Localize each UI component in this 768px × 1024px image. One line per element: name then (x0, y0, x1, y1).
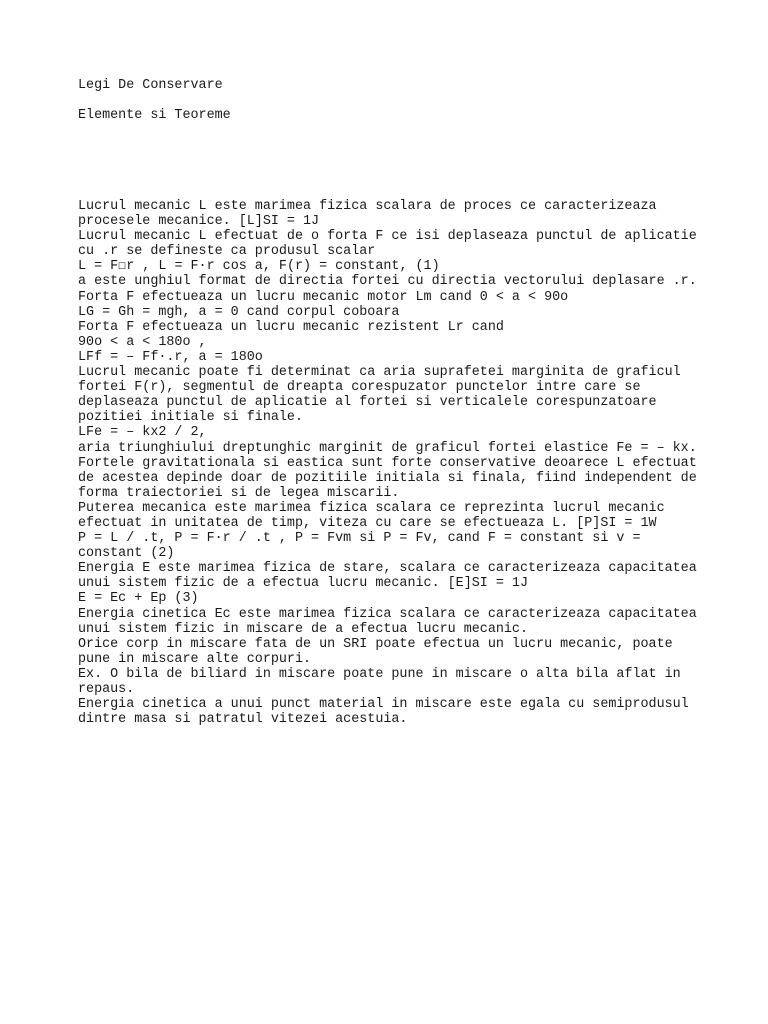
text-line: forma traiectoriei si de legea miscarii. (78, 485, 400, 501)
text-line: Energia cinetica a unui punct material in miscare este egala cu semiprodusul (78, 697, 689, 713)
text-line: pune in miscare alte corpuri. (78, 651, 312, 667)
text-line: Puterea mecanica este marimea fizica scalara ce reprezinta lucrul mecanic (78, 500, 665, 516)
text-line: a este unghiul format de directia fortei cu directia vectorului deplasare .r. (78, 274, 697, 290)
text-line: Ex. O bila de biliard in miscare poate pune in miscare o alta bila aflat in (78, 666, 681, 682)
text-line: unui sistem fizic in miscare de a efectua lucru mecanic. (78, 621, 528, 637)
text-line: Fortele gravitationala si eastica sunt forte conservative deoarece L efectuat (78, 455, 697, 471)
text-line: dintre masa si patratul vitezei acestuia. (78, 712, 408, 728)
document-subtitle: Elemente si Teoreme (78, 108, 231, 123)
text-line: procesele mecanice. [L]SI = 1J (78, 214, 320, 230)
text-line: efectuat in unitatea de timp, viteza cu care se efectueaza L. [P]SI = 1W (78, 515, 657, 531)
text-line: Forta F efectueaza un lucru mecanic motor Lm cand 0 < a < 90o (78, 289, 569, 305)
text-line: de acestea depinde doar de pozitiile initiala si finala, fiind independent de (78, 470, 697, 486)
text-line: cu .r se defineste ca produsul scalar (78, 244, 376, 260)
text-line: unui sistem fizic de a efectua lucru mecanic. [E]SI = 1J (78, 576, 528, 592)
text-line: deplaseaza punctul de aplicatie al fortei si verticalele corespunzatoare (78, 395, 657, 411)
text-line: Orice corp in miscare fata de un SRI poate efectua un lucru mecanic, poate (78, 636, 673, 652)
text-line: LFe = – kx2 / 2, (78, 425, 207, 441)
text-line: Forta F efectueaza un lucru mecanic rezistent Lr cand (78, 319, 504, 335)
text-line: repaus. (78, 682, 135, 697)
text-line: L = F☐r , L = F·r cos a, F(r) = constant, (1) (78, 259, 440, 275)
text-line: Energia cinetica Ec este marimea fizica scalara ce caracterizeaza capacitatea (78, 606, 697, 622)
text-line: Lucrul mecanic L efectuat de o forta F ce isi deplaseaza punctul de aplicatie (78, 229, 697, 245)
text-line: Lucrul mecanic L este marimea fizica scalara de proces ce caracterizeaza (78, 199, 657, 214)
text-line: fortei F(r), segmentul de dreapta corespuzator punctelor intre care se (78, 380, 641, 396)
text-line: E = Ec + Ep (3) (78, 591, 199, 607)
document-body (78, 199, 758, 727)
text-line: P = L / .t, P = F·r / .t , P = Fvm si P = Fv, cand F = constant si v = (78, 531, 641, 547)
text-line: aria triunghiului dreptunghic marginit de graficul fortei elastice Fe = – kx. (78, 440, 697, 456)
text-line: constant (2) (78, 546, 175, 562)
text-line: pozitiei initiale si finale. (78, 410, 303, 426)
text-line: LG = Gh = mgh, a = 0 cand corpul coboara (78, 304, 400, 320)
text-line: Energia E este marimea fizica de stare, scalara ce caracterizeaza capacitatea (78, 561, 697, 577)
text-line: LFf = – Ff·.r, a = 180o (78, 349, 263, 365)
text-line: 90o < a < 180o , (78, 334, 207, 350)
text-line: Lucrul mecanic poate fi determinat ca aria suprafetei marginita de graficul (78, 365, 681, 381)
document-title: Legi De Conservare (78, 78, 223, 93)
